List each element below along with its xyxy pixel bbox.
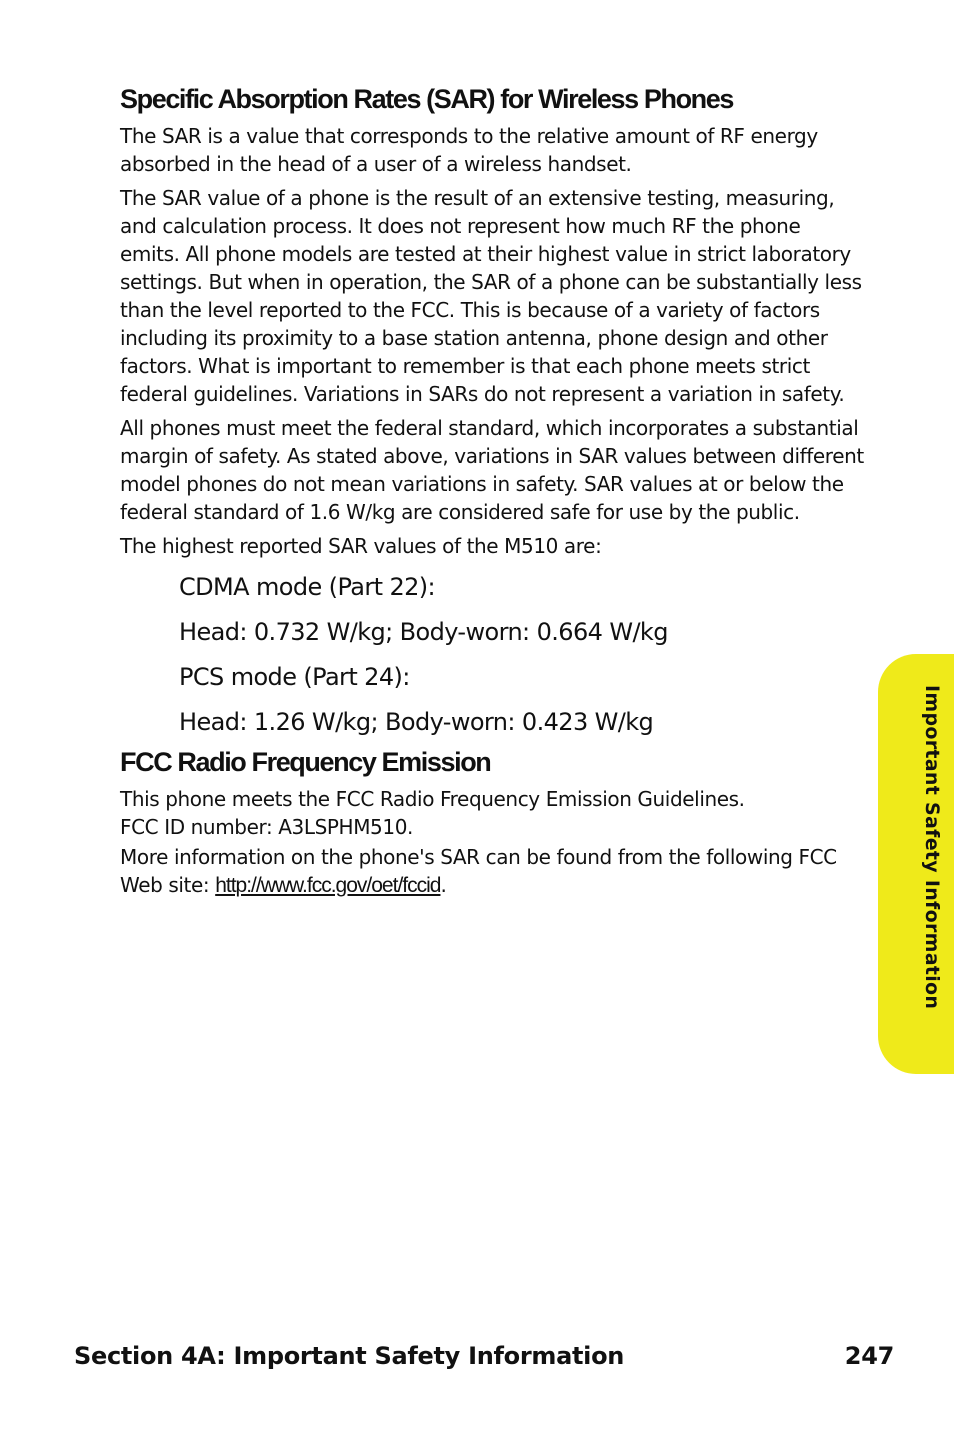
fcc-website-link[interactable]: http://www.fcc.gov/oet/fccid: [215, 874, 441, 897]
footer-section-title: Section 4A: Important Safety Information: [74, 1342, 625, 1370]
sar-paragraph-4: The highest reported SAR values of the M510 are:: [120, 534, 602, 558]
fcc-paragraph-2: [120, 843, 865, 900]
sar-paragraph-3: All phones must meet the federal standard, which incorporates a substantial margin of safety. As stated above, variations in SAR values between different model phones do not mean variations in safety. SAR values at or below the federal standard of 1.6 W/kg are considered safe for use by the public.: [120, 416, 864, 524]
sar-paragraph-2: The SAR value of a phone is the result of an extensive testing, measuring, and calculation process. It does not represent how much RF the phone emits. All phone models are tested at their highest value in strict laboratory settings. But when in operation, the SAR of a phone can be substantially less than the level reported to the FCC. This is because of a variety of factors including its proximity to a base station antenna, phone design and other factors. What is important to remember is that each phone meets strict federal guidelines. Variations in SARs do not represent a variation in safety.: [120, 186, 862, 406]
sar-values-block: [179, 572, 865, 737]
side-tab-label: Important Safety Information: [921, 685, 943, 1010]
cdma-mode-label: CDMA mode (Part 22):: [179, 573, 436, 601]
fcc-guidelines-text: This phone meets the FCC Radio Frequency Emission Guidelines.: [120, 787, 745, 811]
page-number: 247: [844, 1342, 894, 1370]
fcc-info-period: .: [440, 873, 447, 897]
fcc-info-text: More information on the phone's SAR can be found from the following FCC Web site:: [120, 845, 837, 897]
sar-heading: Specific Absorption Rates (SAR) for Wireless Phones: [120, 84, 733, 114]
fcc-id-text: FCC ID number: A3LSPHM510.: [120, 815, 413, 839]
fcc-paragraph-1: [120, 785, 865, 841]
page-content: [120, 82, 865, 906]
pcs-mode-label: PCS mode (Part 24):: [179, 663, 410, 691]
fcc-heading: FCC Radio Frequency Emission: [120, 747, 491, 777]
cdma-mode-values: Head: 0.732 W/kg; Body-worn: 0.664 W/kg: [179, 618, 668, 646]
pcs-mode-values: Head: 1.26 W/kg; Body-worn: 0.423 W/kg: [179, 708, 654, 736]
sar-paragraph-1: The SAR is a value that corresponds to the relative amount of RF energy absorbed in the head of a user of a wireless handset.: [120, 124, 818, 176]
page-footer: [74, 1342, 894, 1370]
